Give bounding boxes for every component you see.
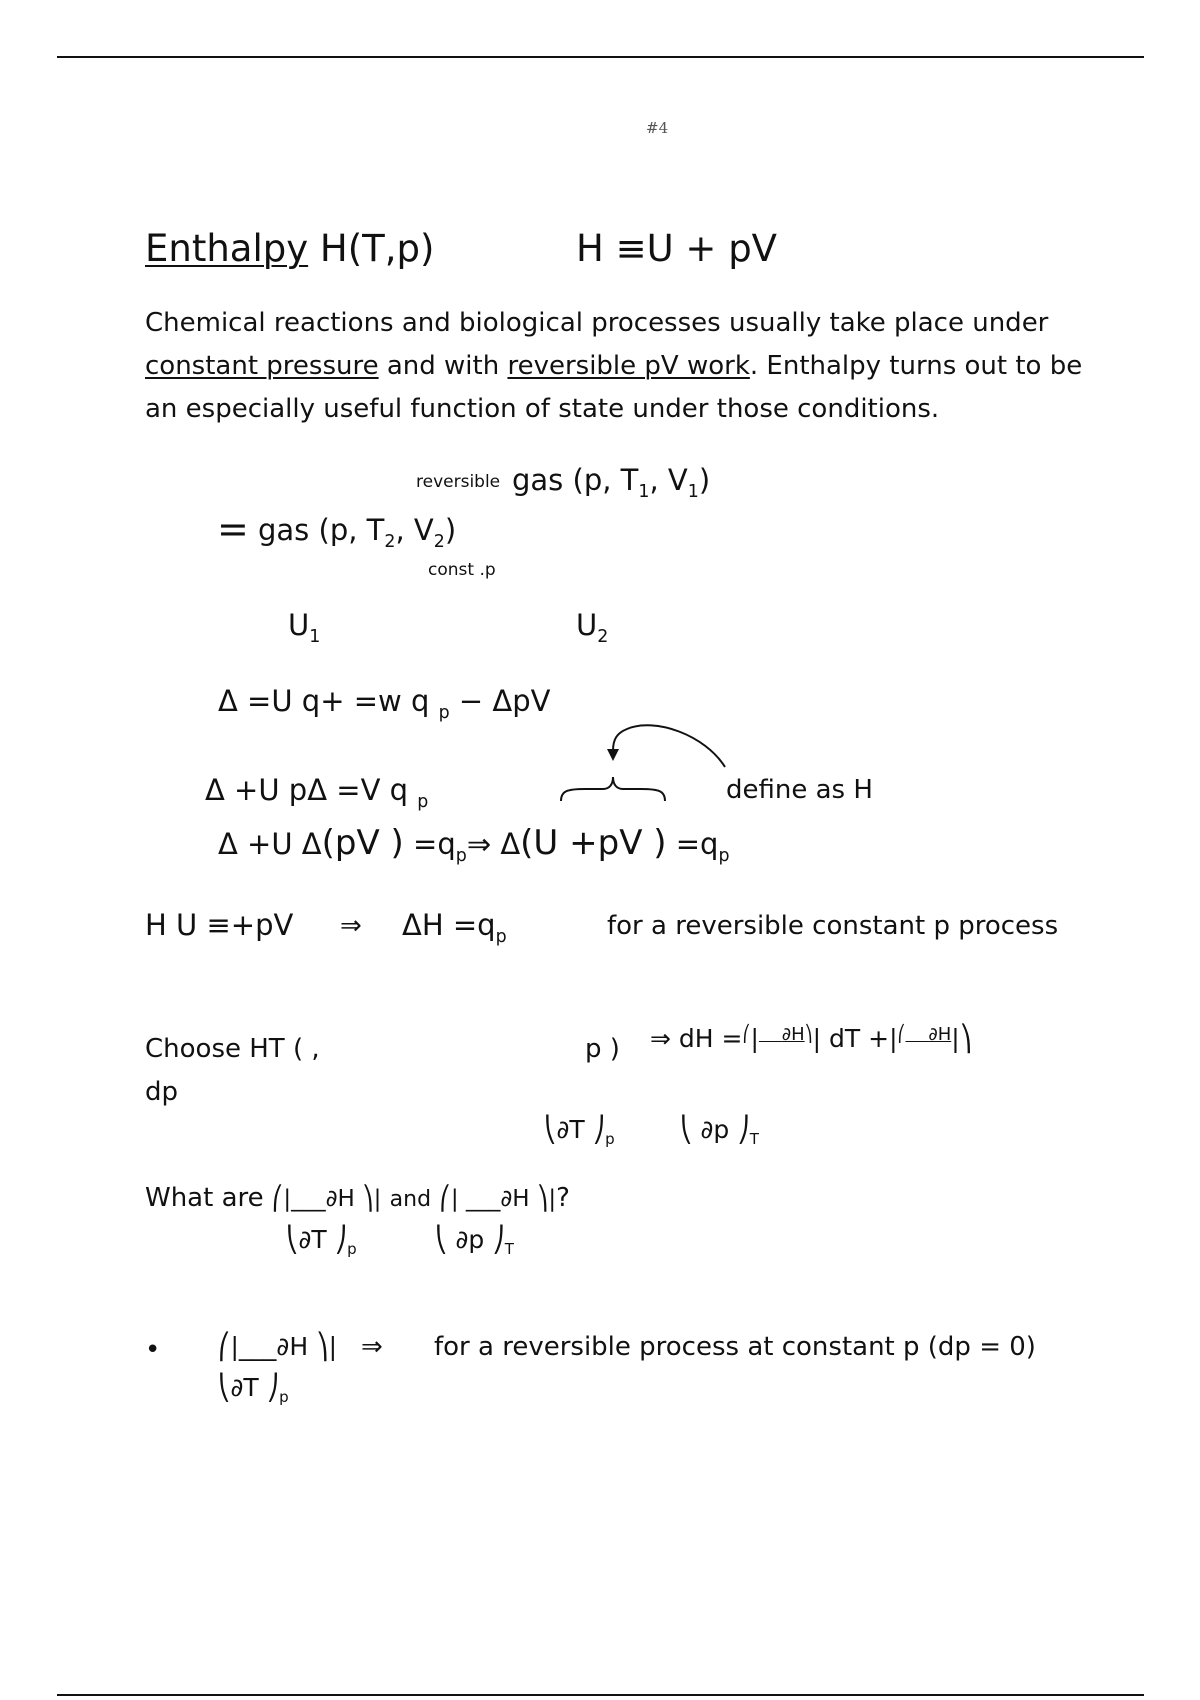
derivation-line-2: Δ +U pΔ =V q $_p$	[205, 773, 429, 812]
bullet-denominator: ⎝∂T $⎠_p$	[218, 1373, 289, 1406]
choose-text: Choose HT ( ,	[145, 1034, 320, 1064]
intro-text-2: and with	[378, 351, 508, 381]
top-rule	[57, 56, 1144, 58]
title-definition: H ≡U + pV	[576, 227, 777, 270]
process-arrow-symbol: =	[217, 507, 249, 551]
total-differential: ⇒ dH =⎛| $^{\partial H⎞}$| dT +|⎛ $^{\partial H}$|⎞	[650, 1024, 973, 1053]
reversible-constant-p-note: for a reversible constant p process	[607, 911, 1059, 941]
intro-underline-reversible-pv-work: reversible pV work	[507, 351, 750, 381]
const-p-label: const .p	[428, 560, 496, 580]
title-args: H(T,p)	[319, 227, 435, 270]
page-title	[145, 227, 435, 270]
bullet-text: for a reversible process at constant p (dp = 0)	[434, 1332, 1036, 1362]
question-line: What are ⎛|___∂H ⎞| and ⎛| ___∂H ⎞|?	[145, 1183, 570, 1213]
final-state: gas (p, $T_2$, $V_2$)	[258, 513, 457, 552]
bullet-fraction: ⎛|___∂H ⎞|	[218, 1332, 338, 1361]
intro-underline-constant-pressure: constant pressure	[145, 351, 379, 381]
define-as-h-label: define as H	[726, 775, 873, 805]
choose-p-part: p )	[585, 1034, 620, 1064]
choose-denominator-1: ⎝∂T $⎠_p$	[544, 1115, 615, 1148]
title-word: Enthalpy	[145, 227, 309, 270]
bullet-implies: ⇒	[361, 1332, 383, 1362]
intro-paragraph	[145, 302, 1105, 431]
u1-label: $U_1$	[288, 608, 321, 647]
choose-denominator-2: ⎝ ∂p $⎠_T$	[680, 1115, 759, 1148]
question-denominator-2: ⎝ ∂p $⎠_T$	[435, 1225, 514, 1258]
question-denominator-1: ⎝∂T $⎠_p$	[286, 1225, 357, 1258]
enthalpy-definition: H U ≡+pV	[145, 908, 294, 942]
bottom-rule	[57, 1694, 1144, 1696]
choose-dp: dp	[145, 1077, 179, 1107]
reversible-label: reversible	[416, 472, 501, 492]
derivation-line-1: Δ =U q+ =w q $_p$ − ΔpV	[218, 684, 551, 723]
initial-state: gas (p, $T_1$, $V_1$)	[512, 463, 711, 502]
page-number: #4	[646, 119, 669, 137]
define-arrow-icon	[555, 715, 735, 805]
u2-label: $U_2$	[576, 608, 609, 647]
intro-text-1: Chemical reactions and biological processes usually take place under	[145, 308, 1049, 338]
intro-text-3: . Enthalpy turns out to be an especially useful function of state under those conditions.	[145, 351, 1083, 424]
delta-h-equation: $\Delta H =q_p$	[402, 908, 507, 947]
bullet-marker: •	[145, 1335, 161, 1365]
implies-arrow: ⇒	[340, 911, 362, 941]
derivation-line-3: Δ +U Δ(pV ) $=q_p\Rightarrow$ Δ(U +pV ) $=q_p$	[218, 823, 730, 866]
